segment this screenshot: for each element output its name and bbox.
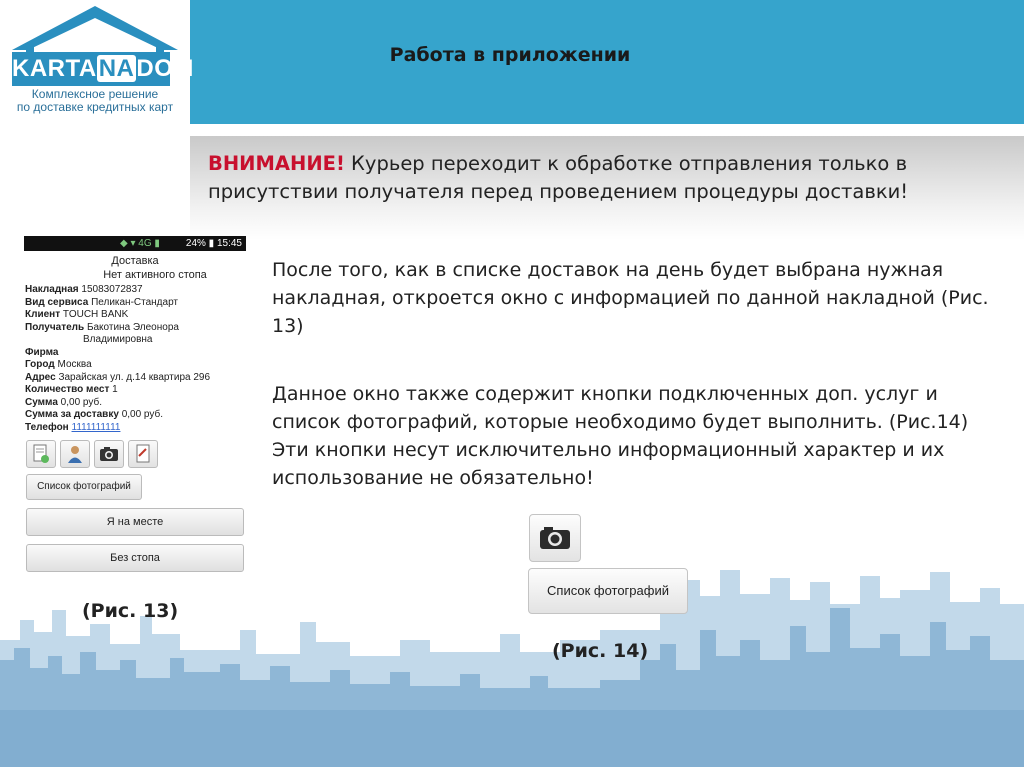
house-roof-icon — [8, 4, 182, 54]
camera-icon[interactable] — [94, 440, 124, 468]
service-buttons — [24, 440, 246, 468]
city-skyline-illustration — [0, 560, 1024, 767]
field-row: Владимировна — [83, 334, 153, 345]
arrived-button[interactable]: Я на месте — [26, 508, 244, 536]
person-icon[interactable] — [60, 440, 90, 468]
field-row: Фирма — [25, 346, 59, 358]
field-row: Сумма за доставку 0,00 руб. — [25, 409, 163, 420]
paragraph-services: Данное окно также содержит кнопки подключенных доп. услуг и список фотографий, которые необходимо будет выполнить. (Рис.14) Эти кнопки несут исключительно информационный характер и их использование не обязательно! — [272, 383, 969, 489]
document-icon[interactable] — [26, 440, 56, 468]
phone-screen-title: Доставка — [111, 255, 159, 267]
page-title: Работа в приложении — [389, 44, 631, 66]
delivery-details — [24, 284, 246, 434]
warning-message: ВНИМАНИЕ! Курьер переходит к обработке отправления только в присутствии получателя перед проведением процедуры доставки! — [208, 152, 909, 203]
signal-icon: ◆ ▾ 4G ▮ — [120, 238, 160, 249]
paragraph-intro: После того, как в списке доставок на день будет выбрана нужная накладная, откроется окно с информацией по данной накладной (Рис. 13) — [272, 259, 989, 337]
field-row: Накладная 15083072837 — [25, 284, 143, 295]
field-row: Город Москва — [25, 359, 92, 370]
no-stop-button[interactable]: Без стопа — [26, 544, 244, 572]
phone-screenshot-delivery — [24, 236, 246, 584]
logo-wordmark: KARTANADOM — [12, 52, 170, 86]
phone-screen-subtitle: Нет активного стопа — [103, 269, 207, 281]
field-row: Количество мест 1 — [25, 384, 118, 395]
figure-13-caption: (Рис. 13) — [82, 600, 179, 622]
phone-status-bar: ◆ ▾ 4G ▮ 24% ▮ 15:45 — [24, 236, 246, 251]
field-row: Адрес Зарайская ул. д.14 квартира 296 — [25, 371, 211, 383]
field-row: Получатель Бакотина Элеонора — [25, 321, 179, 333]
photo-list-button[interactable]: Список фотографий — [26, 474, 142, 500]
photo-list-button-large[interactable]: Список фотографий — [528, 568, 688, 614]
phone-link[interactable]: 1111111111 — [71, 421, 121, 433]
camera-button[interactable] — [529, 514, 581, 562]
header-divider — [190, 124, 1024, 136]
figure-14-caption: (Рис. 14) — [552, 640, 649, 662]
field-row: Вид сервиса Пеликан-Стандарт — [25, 296, 179, 308]
logo-tagline: Комплексное решение по доставке кредитных карт — [16, 87, 174, 114]
field-row: Телефон 1111111111 — [25, 421, 121, 433]
company-logo — [0, 0, 194, 124]
warning-label: ВНИМАНИЕ! — [208, 152, 345, 175]
field-row: Сумма 0,00 руб. — [25, 396, 102, 408]
camera-icon — [538, 525, 572, 551]
signature-form-icon[interactable] — [128, 440, 158, 468]
field-row: Клиент TOUCH BANK — [25, 309, 129, 320]
